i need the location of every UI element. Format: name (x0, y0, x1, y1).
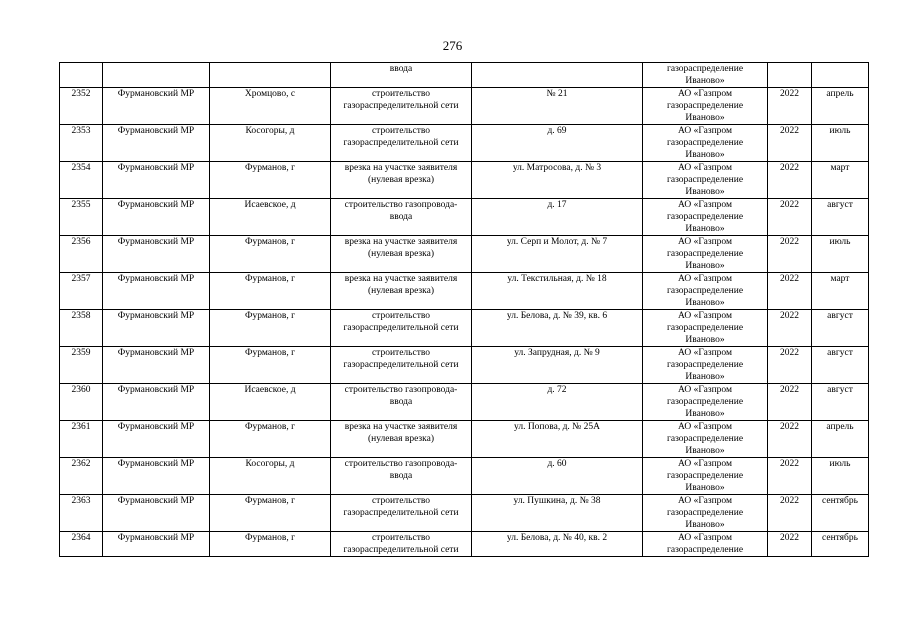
work-line: строительство (371, 126, 431, 136)
cell-work-type (331, 532, 472, 557)
cell-locality: Косогоры, д (210, 458, 331, 495)
org-line: газораспределение (666, 323, 744, 333)
cell-year: 2022 (768, 162, 812, 199)
table-row (60, 458, 869, 495)
cell-address: ул. Текстильная, д. № 18 (472, 273, 643, 310)
cell-number: 2352 (60, 88, 103, 125)
org-line: газораспределение (666, 360, 744, 370)
cell-number: 2356 (60, 236, 103, 273)
org-line: Иваново» (685, 372, 725, 382)
org-line: АО «Газпром (677, 459, 732, 469)
cell-organization (643, 310, 768, 347)
cell-district: Фурмановский МР (103, 273, 210, 310)
org-line: Иваново» (685, 113, 725, 123)
org-line: Иваново» (685, 298, 725, 308)
cell-address: ул. Серп и Молот, д. № 7 (472, 236, 643, 273)
cell-locality: Фурманов, г (210, 162, 331, 199)
org-line: газораспределение (666, 545, 744, 555)
cell-work-type (331, 236, 472, 273)
org-line: газораспределение (666, 249, 744, 259)
org-line: газораспределение (666, 212, 744, 222)
cell-number: 2361 (60, 421, 103, 458)
org-line: Иваново» (685, 150, 725, 160)
work-line: (нулевая врезка) (367, 175, 435, 185)
org-line: АО «Газпром (677, 422, 732, 432)
cell-address (472, 63, 643, 88)
table-row (60, 236, 869, 273)
cell-organization (643, 63, 768, 88)
cell-organization (643, 384, 768, 421)
cell-work-type (331, 199, 472, 236)
cell-organization (643, 162, 768, 199)
org-line: газораспределение (666, 101, 744, 111)
cell-district: Фурмановский МР (103, 421, 210, 458)
cell-address: д. 72 (472, 384, 643, 421)
work-line: ввода (389, 64, 413, 74)
cell-locality: Фурманов, г (210, 347, 331, 384)
org-line: АО «Газпром (677, 237, 732, 247)
table-row (60, 421, 869, 458)
cell-year: 2022 (768, 199, 812, 236)
cell-month: июль (812, 125, 869, 162)
gasification-table (59, 62, 869, 557)
cell-district: Фурмановский МР (103, 236, 210, 273)
cell-address: ул. Белова, д. № 39, кв. 6 (472, 310, 643, 347)
cell-district: Фурмановский МР (103, 88, 210, 125)
work-line: ввода (389, 471, 413, 481)
cell-work-type (331, 495, 472, 532)
cell-address: д. 17 (472, 199, 643, 236)
work-line: врезка на участке заявителя (344, 274, 458, 284)
cell-address: ул. Запрудная, д. № 9 (472, 347, 643, 384)
work-line: строительство (371, 89, 431, 99)
table-row (60, 273, 869, 310)
cell-district: Фурмановский МР (103, 162, 210, 199)
org-line: Иваново» (685, 335, 725, 345)
cell-year: 2022 (768, 347, 812, 384)
cell-month: март (812, 273, 869, 310)
cell-district: Фурмановский МР (103, 532, 210, 557)
table-row (60, 310, 869, 347)
cell-number: 2353 (60, 125, 103, 162)
cell-district: Фурмановский МР (103, 347, 210, 384)
cell-year: 2022 (768, 273, 812, 310)
org-line: газораспределение (666, 175, 744, 185)
cell-organization (643, 199, 768, 236)
cell-work-type (331, 273, 472, 310)
work-line: строительство (371, 348, 431, 358)
cell-address: ул. Пушкина, д. № 38 (472, 495, 643, 532)
cell-month: август (812, 384, 869, 421)
cell-organization (643, 421, 768, 458)
work-line: врезка на участке заявителя (344, 237, 458, 247)
org-line: газораспределение (666, 138, 744, 148)
cell-number: 2358 (60, 310, 103, 347)
work-line: строительство (371, 311, 431, 321)
cell-district: Фурмановский МР (103, 310, 210, 347)
cell-locality: Фурманов, г (210, 310, 331, 347)
cell-month: август (812, 347, 869, 384)
work-line: газораспределительной сети (343, 360, 459, 370)
org-line: АО «Газпром (677, 274, 732, 284)
cell-number: 2357 (60, 273, 103, 310)
org-line: Иваново» (685, 224, 725, 234)
org-line: газораспределение (666, 286, 744, 296)
cell-year: 2022 (768, 88, 812, 125)
org-line: АО «Газпром (677, 496, 732, 506)
table-row (60, 532, 869, 557)
org-line: Иваново» (685, 187, 725, 197)
cell-number: 2354 (60, 162, 103, 199)
work-line: строительство газопровода- (344, 200, 458, 210)
org-line: Иваново» (685, 446, 725, 456)
org-line: Иваново» (685, 409, 725, 419)
work-line: строительство (371, 496, 431, 506)
cell-address: д. 69 (472, 125, 643, 162)
cell-district: Фурмановский МР (103, 458, 210, 495)
cell-work-type (331, 125, 472, 162)
cell-organization (643, 495, 768, 532)
cell-number: 2355 (60, 199, 103, 236)
work-line: газораспределительной сети (343, 101, 459, 111)
cell-month: август (812, 199, 869, 236)
org-line: газораспределение (666, 397, 744, 407)
org-line: АО «Газпром (677, 200, 732, 210)
cell-year: 2022 (768, 125, 812, 162)
cell-organization (643, 532, 768, 557)
cell-district: Фурмановский МР (103, 125, 210, 162)
cell-number (60, 63, 103, 88)
cell-number: 2363 (60, 495, 103, 532)
cell-year: 2022 (768, 236, 812, 273)
work-line: газораспределительной сети (343, 138, 459, 148)
work-line: врезка на участке заявителя (344, 163, 458, 173)
work-line: врезка на участке заявителя (344, 422, 458, 432)
work-line: (нулевая врезка) (367, 434, 435, 444)
work-line: строительство (371, 533, 431, 543)
cell-locality: Косогоры, д (210, 125, 331, 162)
cell-work-type (331, 310, 472, 347)
org-line: АО «Газпром (677, 126, 732, 136)
cell-month: апрель (812, 88, 869, 125)
cell-locality: Фурманов, г (210, 236, 331, 273)
cell-work-type (331, 88, 472, 125)
table-row-continued (60, 63, 869, 88)
work-line: (нулевая врезка) (367, 249, 435, 259)
cell-month: август (812, 310, 869, 347)
cell-address: ул. Попова, д. № 25А (472, 421, 643, 458)
cell-number: 2359 (60, 347, 103, 384)
cell-locality: Фурманов, г (210, 532, 331, 557)
cell-number: 2360 (60, 384, 103, 421)
cell-year: 2022 (768, 384, 812, 421)
cell-district (103, 63, 210, 88)
table-row (60, 347, 869, 384)
cell-year: 2022 (768, 458, 812, 495)
work-line: ввода (389, 397, 413, 407)
org-line: АО «Газпром (677, 89, 732, 99)
cell-number: 2364 (60, 532, 103, 557)
cell-organization (643, 347, 768, 384)
cell-work-type (331, 384, 472, 421)
org-line: газораспределение (666, 471, 744, 481)
org-line: АО «Газпром (677, 348, 732, 358)
cell-month: сентябрь (812, 532, 869, 557)
cell-organization (643, 458, 768, 495)
cell-year (768, 63, 812, 88)
cell-month: июль (812, 236, 869, 273)
work-line: строительство газопровода- (344, 385, 458, 395)
cell-work-type (331, 162, 472, 199)
work-line: (нулевая врезка) (367, 286, 435, 296)
cell-month: сентябрь (812, 495, 869, 532)
org-line: газораспределение (666, 64, 744, 74)
cell-work-type (331, 347, 472, 384)
org-line: газораспределение (666, 508, 744, 518)
cell-organization (643, 273, 768, 310)
cell-year: 2022 (768, 310, 812, 347)
cell-organization (643, 236, 768, 273)
cell-month (812, 63, 869, 88)
cell-year: 2022 (768, 532, 812, 557)
cell-work-type (331, 63, 472, 88)
cell-work-type (331, 458, 472, 495)
table-row (60, 125, 869, 162)
table-row (60, 162, 869, 199)
page-number: 276 (442, 38, 463, 53)
cell-month: июль (812, 458, 869, 495)
table-row (60, 495, 869, 532)
work-line: газораспределительной сети (343, 323, 459, 333)
cell-address: ул. Матросова, д. № 3 (472, 162, 643, 199)
cell-address: д. 60 (472, 458, 643, 495)
cell-district: Фурмановский МР (103, 199, 210, 236)
cell-locality: Фурманов, г (210, 495, 331, 532)
cell-locality: Фурманов, г (210, 421, 331, 458)
cell-year: 2022 (768, 421, 812, 458)
org-line: Иваново» (685, 483, 725, 493)
cell-organization (643, 125, 768, 162)
work-line: строительство газопровода- (344, 459, 458, 469)
work-line: газораспределительной сети (343, 508, 459, 518)
cell-locality: Фурманов, г (210, 273, 331, 310)
cell-locality (210, 63, 331, 88)
cell-month: апрель (812, 421, 869, 458)
cell-month: март (812, 162, 869, 199)
cell-locality: Исаевское, д (210, 199, 331, 236)
work-line: ввода (389, 212, 413, 222)
org-line: АО «Газпром (677, 163, 732, 173)
cell-work-type (331, 421, 472, 458)
org-line: АО «Газпром (677, 533, 732, 543)
org-line: газораспределение (666, 434, 744, 444)
cell-locality: Хромцово, с (210, 88, 331, 125)
cell-address: ул. Белова, д. № 40, кв. 2 (472, 532, 643, 557)
org-line: АО «Газпром (677, 311, 732, 321)
cell-address: № 21 (472, 88, 643, 125)
table-row (60, 88, 869, 125)
cell-organization (643, 88, 768, 125)
cell-year: 2022 (768, 495, 812, 532)
org-line: Иваново» (685, 76, 725, 86)
table-row (60, 199, 869, 236)
org-line: Иваново» (685, 520, 725, 530)
work-line: газораспределительной сети (343, 545, 459, 555)
table-row (60, 384, 869, 421)
org-line: Иваново» (685, 261, 725, 271)
org-line: АО «Газпром (677, 385, 732, 395)
table-body (60, 63, 869, 557)
cell-district: Фурмановский МР (103, 495, 210, 532)
cell-locality: Исаевское, д (210, 384, 331, 421)
cell-number: 2362 (60, 458, 103, 495)
cell-district: Фурмановский МР (103, 384, 210, 421)
